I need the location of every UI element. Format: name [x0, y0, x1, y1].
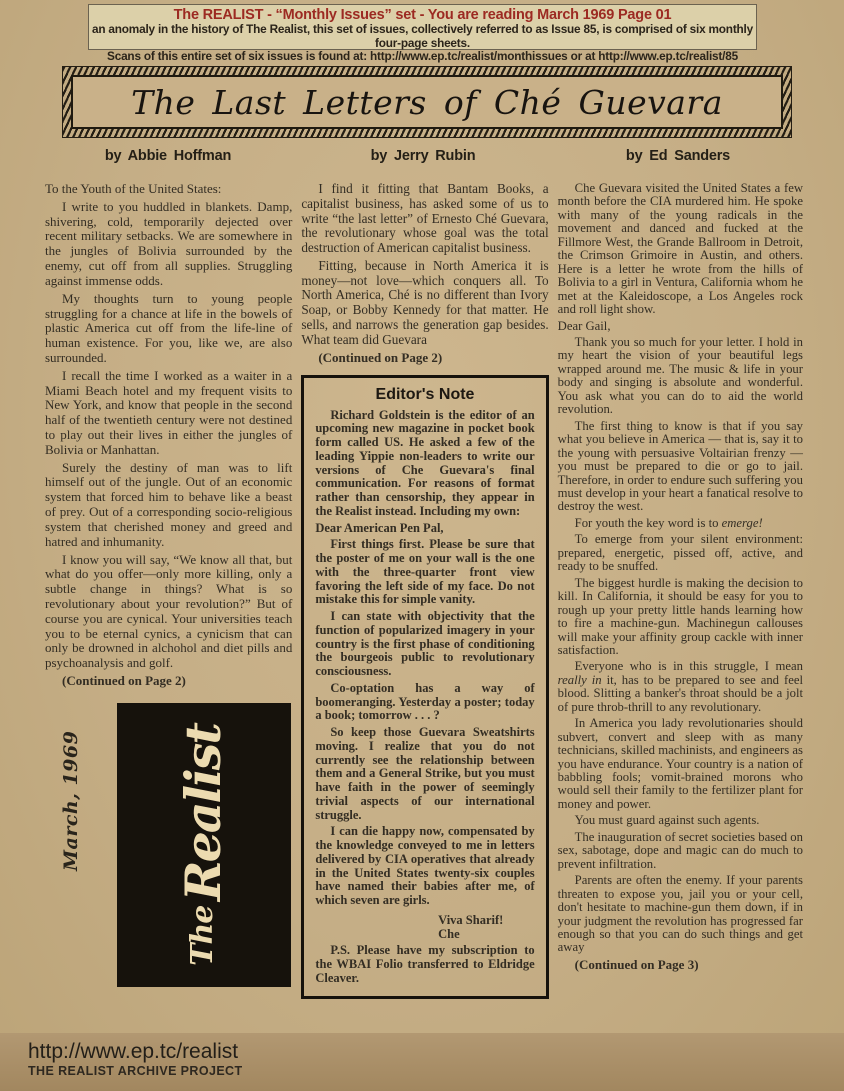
page-title: The Last Letters of Ché Guevara [131, 82, 723, 122]
paragraph: The biggest hurdle is making the decision to kill. In California, it should be easy for you to rough up your pretty little hands learning how to fire a machine-gun. Machinegun callouses will make your affinity group cackle with inner satisfaction. [557, 575, 803, 657]
salutation: To the Youth of the United States: [45, 181, 222, 196]
paragraph: To emerge from your silent environment: prepared, energetic, pissed off, active, and ready to be snuffed. [557, 532, 803, 574]
masthead-inner-box [71, 75, 783, 129]
continued-notice: (Continued on Page 2) [318, 349, 443, 365]
salutation: Dear Gail, [557, 318, 611, 333]
paragraph: In America you lady revolutionaries should subvert, convert and sleep with as many technicians, skilled machinists, and engineers as you have endurance. Your country is a nation of babbling fools; vomit-brained morons who would sell their family to the fertilizer plant for money and power. [557, 716, 803, 811]
paragraph: Parents are often the enemy. If your parents threaten to expose you, jail you or your cell, don't hesitate to machine-gun them down, if in your judgment the revolution has progressed far enough so that you can do such things and get away [557, 873, 803, 955]
signature-line: Viva Sharif! [438, 912, 504, 927]
article-columns [45, 182, 803, 999]
postscript: P.S. Please have my subscription to the WBAI Folio transferred to Eldridge Cleaver. [315, 943, 535, 985]
realist-logo-block [45, 703, 292, 995]
continued-notice: (Continued on Page 2) [62, 673, 186, 688]
issue-date-label: March, 1969 [60, 730, 82, 871]
byline-abbie-hoffman: by Abbie Hoffman [104, 148, 232, 164]
continued-notice: (Continued on Page 3) [574, 956, 699, 972]
editors-note-title: Editor's Note [375, 386, 475, 404]
scan-banner-note: an anomaly in the history of The Realist, this set of issues, collectively referred to as Issue 85, is comprised of six monthly four-page sheets. [91, 22, 753, 50]
paragraph: First things first. Please be sure that the poster of me on your wall is the one with the three-quarter front view favoring the left side of my face. Do not mistake this for simple vanity. [315, 537, 535, 607]
scan-info-banner [88, 4, 757, 63]
realist-logo-script: The Realist [174, 723, 233, 966]
paragraph: Che Guevara visited the United States a few month before the CIA murdered him. He spoke with many of the young radicals in the movement and danced and fucked at the Fillmore West, the Grande Ballroom in Detroit, the Crimson Grimoire in Austin, and others. Here is a letter he wrote from the hills of Bolivia to a girl in Ventura, California whom he met at the Kaleidoscope, a Los Angeles rock and roll light show. [557, 181, 803, 317]
column-jerry-rubin [301, 182, 548, 999]
byline-row [45, 148, 801, 164]
paragraph: I find it fitting that Bantam Books, a capitalist business, has asked some of us to write “the last letter” of Ernesto Ché Guevara, the revolutionary whose goal was the total destruction of American capitalist business. [301, 181, 549, 256]
paragraph: Everyone who is in this struggle, I mean really in it, has to be prepared to see and feel blood. Slitting a banker's throat should be a jolt of pure throb-thrill to any revolutionary. [557, 659, 803, 714]
column-ed-sanders [558, 182, 803, 999]
paragraph: I know you will say, “We know all that, but what do you offer—only more killing, only a subtle change in things? What is so revolutionary about your revolution?” But of course you are cynical. Your universities teach you to be eternal cynics, a cynicism that can only be drowned in alchohol and diet pills and psychoanalysis and golf. [45, 551, 293, 671]
paragraph: My thoughts turn to young people struggling for a chance at life in the bowels of plastic America cut off from the life-line of human existence. For you, like we, are also surrounded. [45, 290, 293, 365]
paragraph: Co-optation has a way of boomeranging. Yesterday a poster; today a book; tomorrow . . . ? [315, 680, 535, 723]
paragraph: I can die happy now, compensated by the knowledge conveyed to me in letters delivered by CIA operatives that already in the United States twenty-six couples have named their babies after me, of which seven are girls. [315, 824, 535, 908]
signature-name: Che [438, 926, 460, 941]
salutation: Dear American Pen Pal, [315, 520, 444, 535]
column-abbie-hoffman [45, 182, 292, 999]
paragraph: I write to you huddled in blankets. Damp, shivering, cold, temporarily dejected over recent military setbacks. We are somewhere in the jungles of Bolivia surrounded by the enemy, cut off from all supplies. Struggling against immense odds. [45, 198, 293, 288]
paragraph: Richard Goldstein is the editor of an upcoming new magazine in pocket book form called US. He asked a few of the leading Yippie non-leaders to write our versions of Che Guevara's final communication. For reasons of format rather than censorship, they appear in the Realist instead. Including my own: [315, 407, 535, 518]
paragraph: You must guard against such agents. [574, 813, 760, 828]
scan-banner-url-line: Scans of this entire set of six issues is found at: http://www.ep.tc/realist/monthissues or at http://www.ep.tc/realist/85 [107, 49, 738, 63]
paragraph: Thank you so much for your letter. I hold in my heart the vision of your beautiful legs wrapped around me. The music & life in your body and singing is absolute and wonderful. You ask what you can do to aid the world revolution. [557, 334, 803, 417]
editors-note-box [301, 375, 548, 999]
archive-project-label: THE REALIST ARCHIVE PROJECT [28, 1064, 243, 1078]
paragraph: I can state with objectivity that the function of popularized imagery in your country is the first phase of conditioning the bourgeois public to revolutionary consciousness. [315, 609, 535, 679]
scan-banner-headline: The REALIST - “Monthly Issues” set - You are reading March 1969 Page 01 [173, 7, 672, 23]
byline-ed-sanders: by Ed Sanders [625, 148, 731, 164]
realist-logo [117, 703, 291, 987]
paragraph: Surely the destiny of man was to lift himself out of the jungle. Out of an economic system that forced him to behave like a beast of prey. Out of a corresponding socio-religious system that cherished money and greed and hatred and inhumanity. [45, 459, 293, 549]
paragraph: For youth the key word is to emerge! [574, 515, 763, 530]
paragraph: So keep those Guevara Sweatshirts moving. I realize that you do not currently see the relationship between them and a General Strike, but you must have faith in the power of seemingly trivial aspects of our international struggle. [315, 725, 535, 822]
paragraph: Fitting, because in North America it is money—not love—which conquers all. To North America, Ché is no different than Ivory Soap, or Bobby Kennedy for that matter. He sells, and narrows the generation gap besides. What team did Guevara [301, 257, 549, 347]
archive-url: http://www.ep.tc/realist [28, 1040, 239, 1063]
byline-jerry-rubin: by Jerry Rubin [370, 148, 476, 164]
paragraph: The inauguration of secret societies based on sex, sabotage, dope and magic can do much to prevent infiltration. [557, 829, 803, 871]
archive-footer [0, 1033, 844, 1091]
masthead-rope-frame [62, 66, 792, 138]
paragraph: The first thing to know is that if you say what you believe in America — that is, say it to the young with persuasive Voltairian frenzy — you must be prepared to die or go to jail. Therefore, in order to endure such suffering you must develop in your heart a fanatical resolve to destroy the west. [557, 418, 803, 514]
paragraph: I recall the time I worked as a waiter in a Miami Beach hotel and my frequent visits to New York, and know that people in the second half of the twentieth century were not destined to play out their lives in either the jungles of Bolivia or Manhattan. [45, 367, 293, 457]
